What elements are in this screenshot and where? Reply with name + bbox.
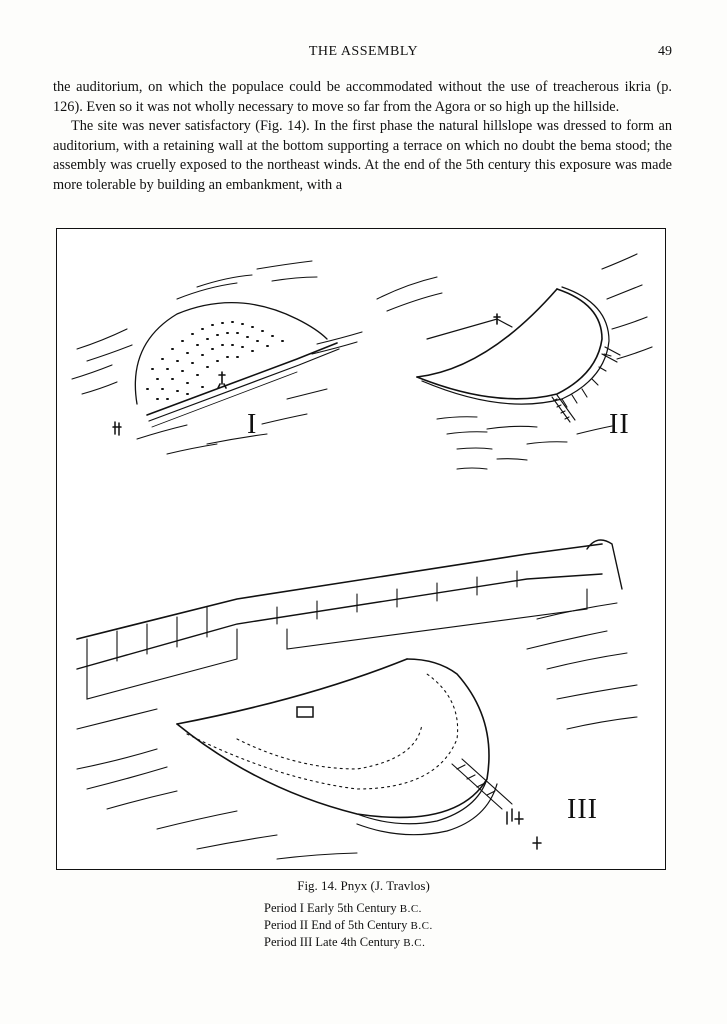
pnyx-drawing <box>57 229 666 870</box>
figure-caption: Fig. 14. Pnyx (J. Travlos) <box>297 878 430 893</box>
phase-label-3: III <box>567 794 598 825</box>
paragraph-1: the auditorium, on which the populace could be accommodated without the use of treacherous ikria (p. 126). Even so it was not wholly necessary to move so far from the Agora or so high up the hillside. <box>53 79 672 115</box>
body-text <box>53 78 672 196</box>
page-number: 49 <box>658 44 672 59</box>
period-text: Period I Early 5th Century <box>264 901 397 915</box>
figure-pnyx-illustration <box>56 228 666 870</box>
period-line-2 <box>264 917 433 934</box>
period-era: B.C. <box>403 937 426 949</box>
period-line-3 <box>264 934 433 951</box>
panel-1-drawing <box>72 261 362 454</box>
period-era: B.C. <box>410 920 433 932</box>
phase-label-2: II <box>609 409 630 440</box>
paragraph-2: The site was never satisfactory (Fig. 14). In the first phase the natural hillslope was dressed to form an auditorium, with a retaining wall at the bottom supporting a terrace on which no doubt the bema stood; the assembly was cruelly exposed to the northeast winds. At the end of the 5th century this exposure was made more tolerable by building an embankment, with a <box>53 118 672 193</box>
period-text: Period III Late 4th Century <box>264 935 401 949</box>
period-era: B.C. <box>399 903 422 915</box>
period-text: Period II End of 5th Century <box>264 918 408 932</box>
period-list <box>264 900 433 951</box>
running-title: THE ASSEMBLY <box>308 44 419 59</box>
period-line-1 <box>264 900 433 917</box>
panel-3-drawing <box>77 540 637 859</box>
phase-label-1: I <box>247 409 258 440</box>
